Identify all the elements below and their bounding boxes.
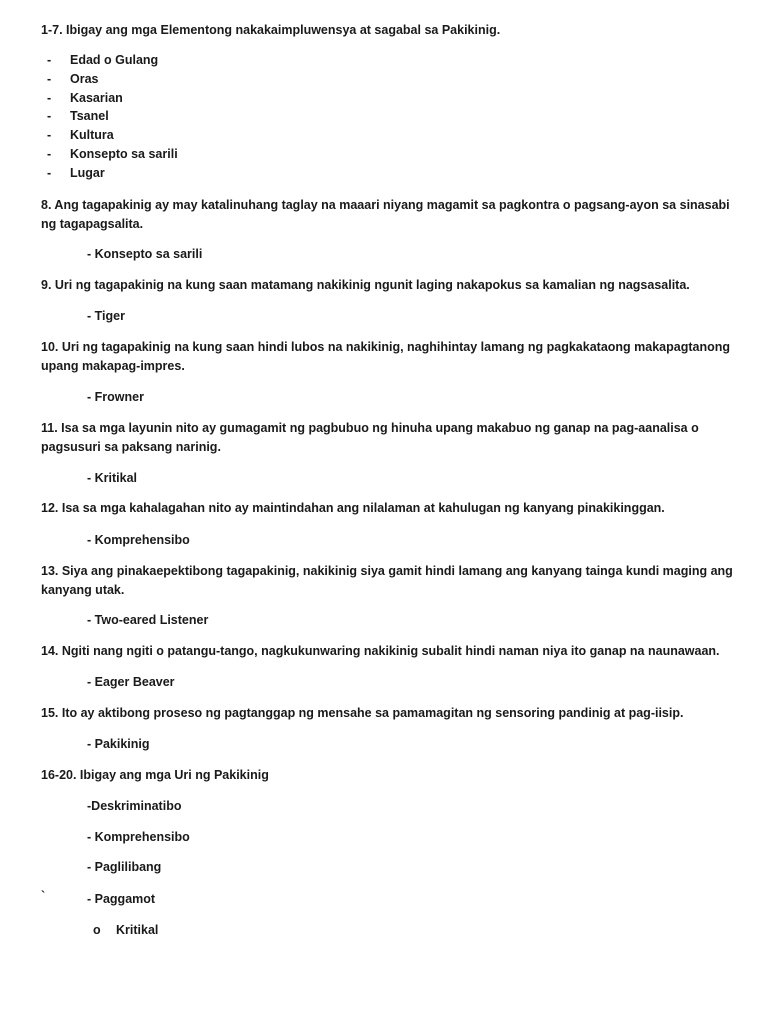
- sub-bullet-label: Kritikal: [116, 923, 159, 937]
- list-item: [41, 89, 178, 108]
- dash-bullet: -: [47, 146, 52, 161]
- answer-16-20-item: -Deskriminatibo: [87, 799, 182, 813]
- sub-bullet-item: [93, 921, 158, 940]
- dash-bullet: -: [47, 71, 52, 86]
- dash-bullet: -: [47, 53, 52, 67]
- list-item: [41, 51, 178, 70]
- list-item-label: Tsanel: [70, 109, 109, 124]
- circle-bullet-icon: o: [93, 923, 101, 937]
- answer-16-20-item: - Paglilibang: [87, 860, 162, 874]
- question-14: 14. Ngiti nang ngiti o patangu-tango, nagkukunwaring nakikinig subalit hindi naman niya ito ganap na naunawaan.: [41, 644, 720, 658]
- answer-9: - Tiger: [87, 309, 125, 323]
- question-13: 13. Siya ang pinakaepektibong tagapakinig, nakikinig siya gamit hindi lamang ang kanyang tainga kundi maging ang kanyang utak.: [41, 564, 733, 597]
- dash-bullet: -: [47, 165, 52, 180]
- answer-12: - Komprehensibo: [87, 533, 190, 547]
- answer-16-20-item: - Komprehensibo: [87, 830, 190, 844]
- elements-list: [41, 51, 178, 183]
- list-item-label: Konsepto sa sarili: [70, 146, 178, 161]
- dash-bullet: -: [47, 90, 52, 105]
- list-item: [41, 107, 178, 126]
- list-item: [41, 145, 178, 164]
- question-10: 10. Uri ng tagapakinig na kung saan hindi lubos na nakikinig, naghihintay lamang ng pagkakataong makapagtanong upang makapag-impres.: [41, 340, 731, 373]
- answer-15: - Pakikinig: [87, 737, 150, 751]
- answer-11: - Kritikal: [87, 471, 138, 485]
- question-8: 8. Ang tagapakinig ay may katalinuhang taglay na maaari niyang magamit sa pagkontra o pagsang-ayon sa sinasabi ng tagapagsalita.: [41, 198, 730, 231]
- list-item-label: Kasarian: [70, 90, 123, 105]
- answer-16-20-item: - Paggamot: [87, 892, 156, 906]
- list-item-label: Edad o Gulang: [70, 53, 159, 67]
- question-11: 11. Isa sa mga layunin nito ay gumagamit ng pagbubuo ng hinuha upang makabuo ng ganap na pag-aanalisa o pagsusuri sa paksang narinig.: [41, 421, 699, 454]
- question-12: 12. Isa sa mga kahalagahan nito ay maintindahan ang nilalaman at kahulugan ng kanyang pinakikinggan.: [41, 501, 665, 515]
- list-item-label: Oras: [70, 71, 99, 86]
- answer-14: - Eager Beaver: [87, 675, 175, 689]
- list-item: [41, 164, 178, 183]
- dash-bullet: -: [47, 109, 52, 124]
- list-item-label: Kultura: [70, 128, 114, 143]
- stray-backtick: `: [41, 889, 46, 903]
- dash-bullet: -: [47, 128, 52, 143]
- answer-8: - Konsepto sa sarili: [87, 247, 203, 261]
- answer-10: - Frowner: [87, 390, 144, 404]
- list-item: [41, 70, 178, 89]
- question-1-7: 1-7. Ibigay ang mga Elementong nakakaimpluwensya at sagabal sa Pakikinig.: [41, 23, 501, 37]
- list-item: [41, 126, 178, 145]
- list-item-label: Lugar: [70, 165, 105, 180]
- question-9: 9. Uri ng tagapakinig na kung saan matamang nakikinig ngunit laging nakapokus sa kamalian ng nagsasalita.: [41, 278, 690, 292]
- answer-13: - Two-eared Listener: [87, 613, 209, 627]
- question-15: 15. Ito ay aktibong proseso ng pagtanggap ng mensahe sa pamamagitan ng sensoring pandinig at pag-iisip.: [41, 706, 684, 720]
- question-16-20: 16-20. Ibigay ang mga Uri ng Pakikinig: [41, 768, 269, 782]
